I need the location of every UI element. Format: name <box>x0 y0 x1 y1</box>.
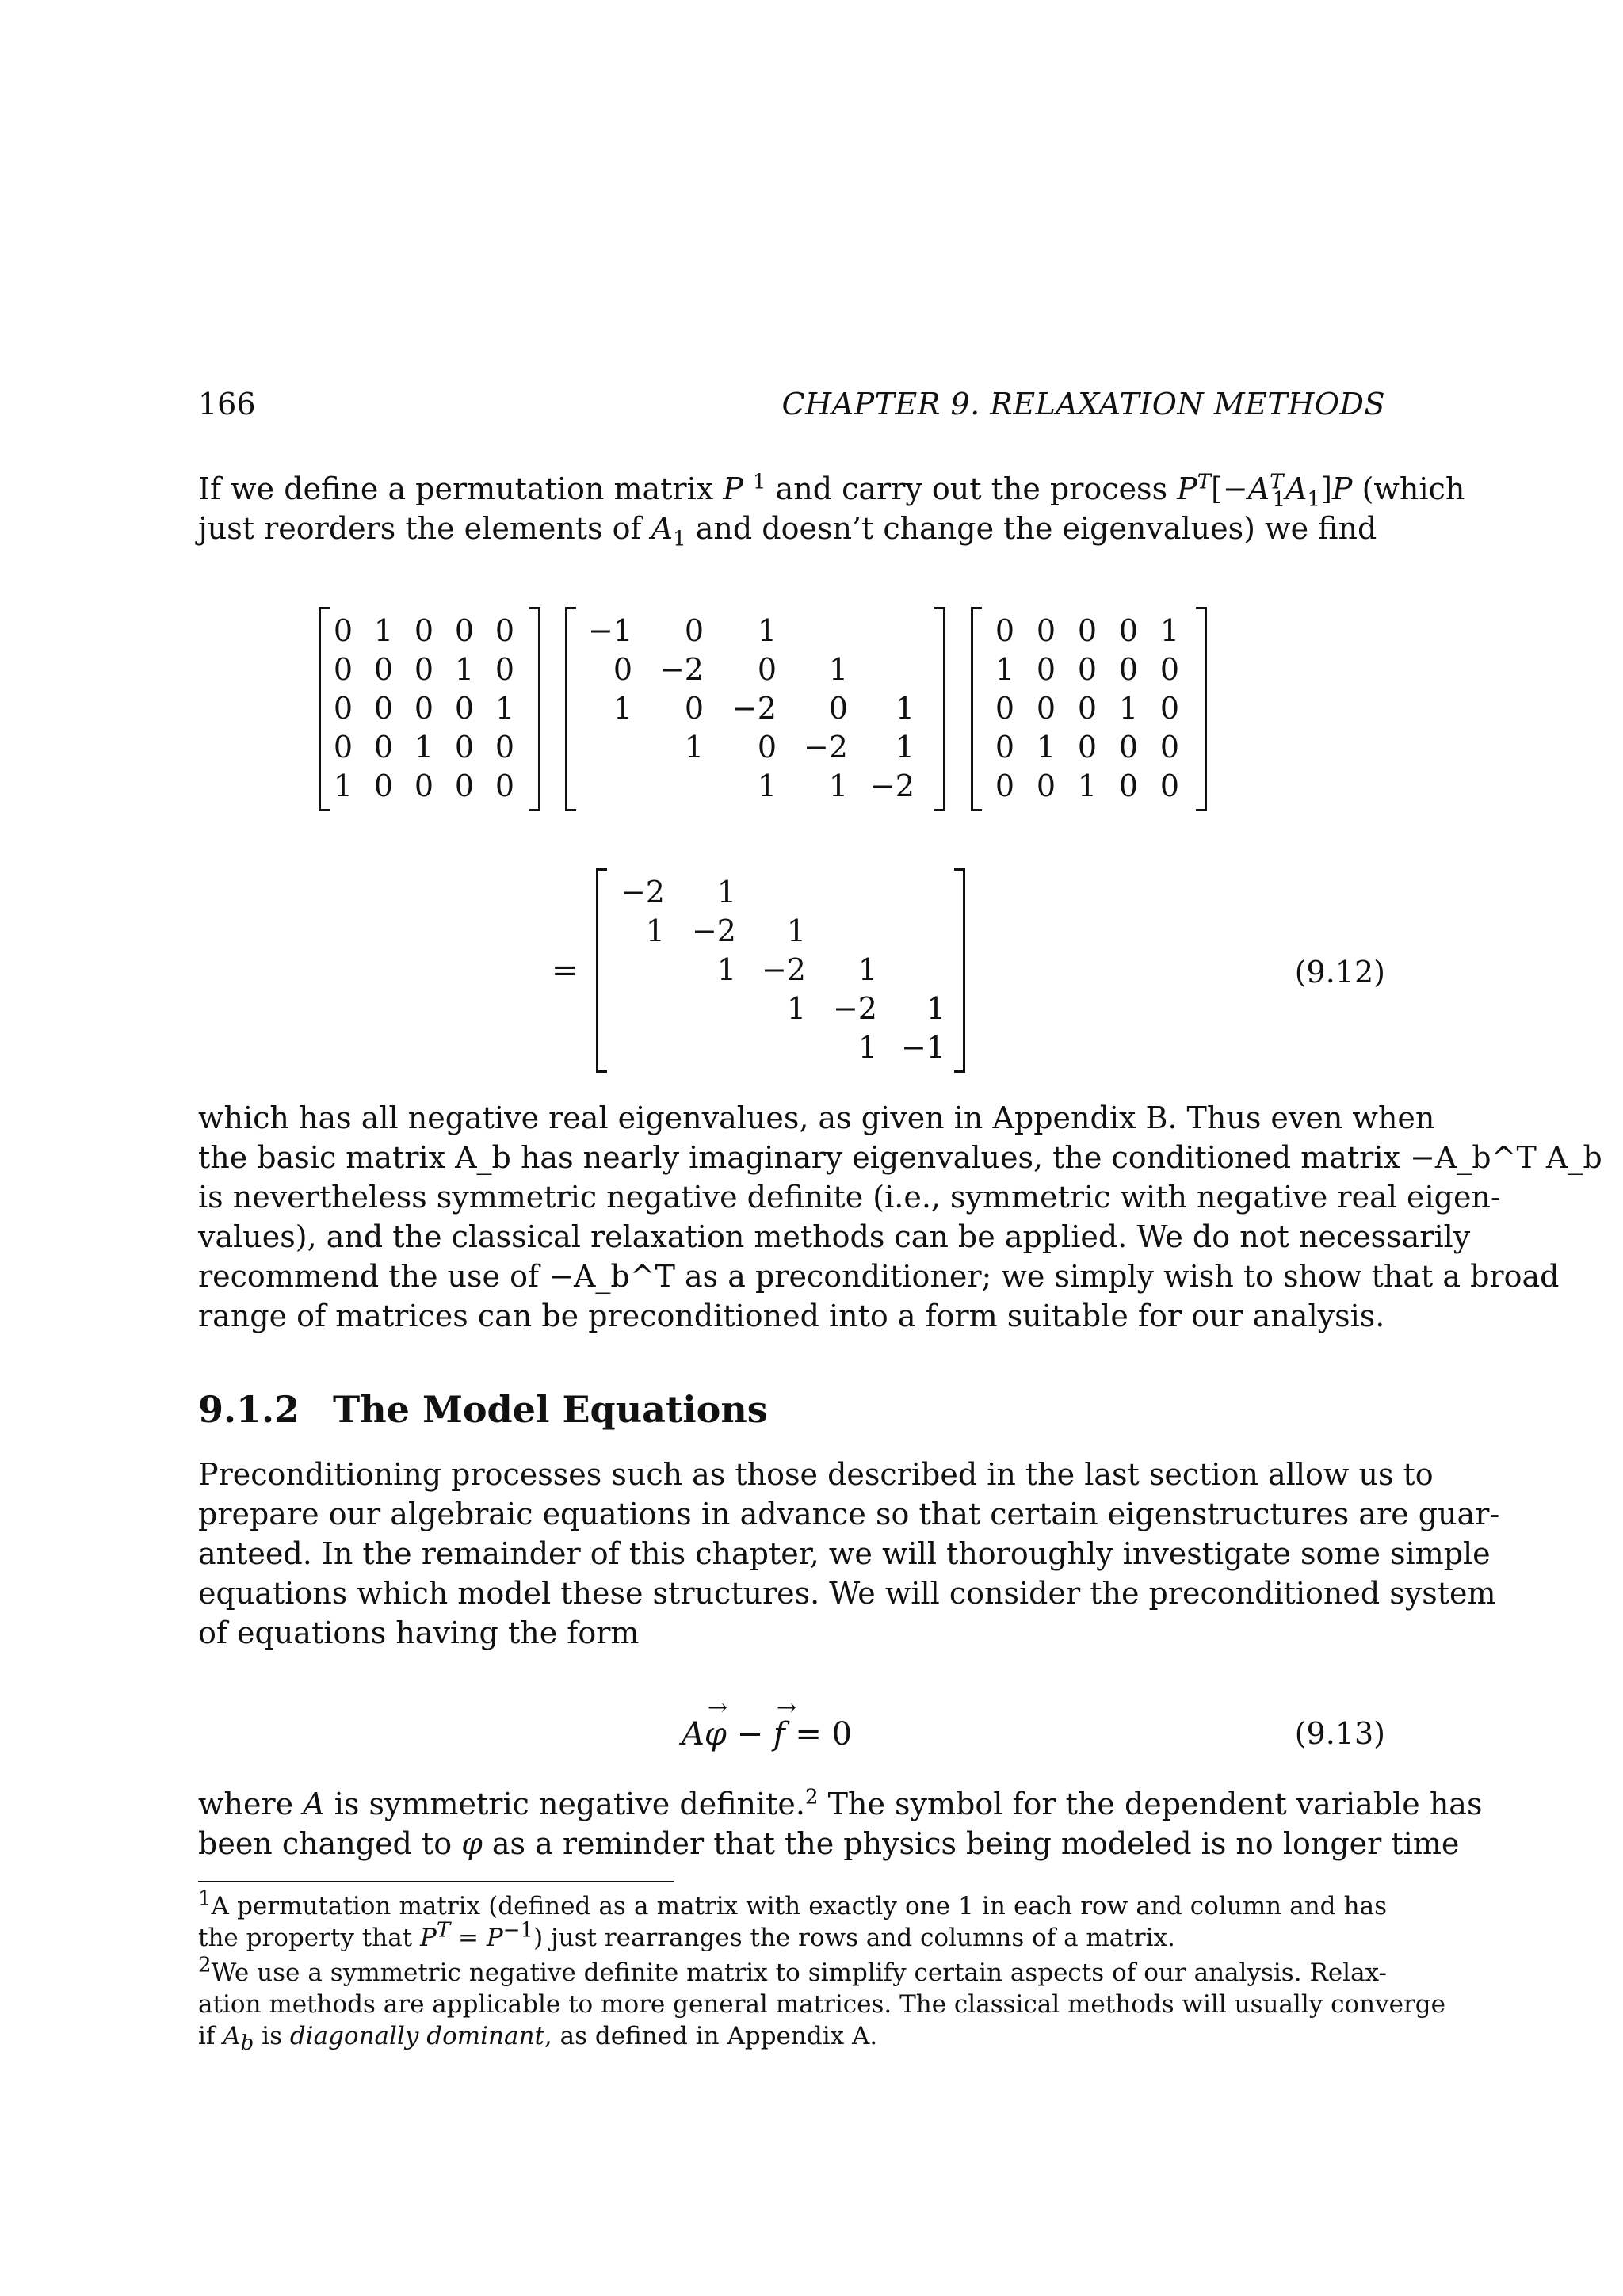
matrix-entry: 1 <box>1036 730 1056 765</box>
matrix-entry: 1 <box>995 652 1014 687</box>
matrix-entry: 0 <box>414 769 433 803</box>
para2-line: recommend the use of −A_b^T as a preconditioner; we simply wish to show that a broad <box>198 1259 1560 1294</box>
matrix-entry: 1 <box>1159 613 1179 648</box>
equation-number-9-12: (9.12) <box>1294 955 1385 990</box>
matrix-entry: 0 <box>828 691 848 726</box>
equation-9-13: A→ φ − → f = 0 <box>682 1716 852 1753</box>
matrix-entry: −2 <box>832 991 877 1026</box>
intro-line-1: If we define a permutation matrix P $^1$ and carry out the process $P^T[-A^T_1A_1]P$ (which <box>198 470 1465 512</box>
equals-sign: = <box>552 952 579 989</box>
matrix-entry: −2 <box>620 875 665 910</box>
matrix-entry <box>877 912 945 951</box>
section-heading <box>198 1388 768 1431</box>
matrix-entry <box>598 951 665 990</box>
matrix-entry: 0 <box>495 613 514 648</box>
matrix-entry: 0 <box>495 730 514 765</box>
matrix-entry: 0 <box>684 691 704 726</box>
matrix-entry: 0 <box>1036 769 1056 803</box>
matrix-result <box>596 870 965 1071</box>
matrix-entry: 0 <box>995 613 1014 648</box>
matrix-p <box>971 608 1207 810</box>
matrix-entry: 0 <box>454 613 474 648</box>
matrix-entry: 1 <box>716 952 736 987</box>
matrix-entry: 0 <box>1036 613 1056 648</box>
matrix-entry: 1 <box>716 875 736 910</box>
matrix-entry: 1 <box>786 991 806 1026</box>
matrix-entry <box>665 1028 736 1067</box>
matrix-entry: 1 <box>613 691 632 726</box>
matrix-entry: 0 <box>995 691 1014 726</box>
para2-line: the basic matrix A_b has nearly imaginary eigenvalues, the conditioned matrix −A_b^T A_b <box>198 1140 1602 1175</box>
para3-line: prepare our algebraic equations in advance so that certain eigenstructures are guar- <box>198 1497 1500 1531</box>
matrix-entry: 1 <box>1118 691 1138 726</box>
footnote-1: $^1$A permutation matrix (defined as a matrix with exactly one 1 in each row and column and has the property that $P^T = P^{-1}$) just rearranges the rows and columns of a matrix. <box>198 1886 1387 1952</box>
para3-line: of equations having the form <box>198 1615 640 1650</box>
matrix-entry: −2 <box>691 913 736 948</box>
matrix-entry: 0 <box>1036 652 1056 687</box>
matrix-entry: 0 <box>1159 691 1179 726</box>
para2-line: which has all negative real eigenvalues, as given in Appendix B. Thus even when <box>198 1100 1435 1135</box>
matrix-entry: 1 <box>857 952 877 987</box>
matrix-entry: 1 <box>645 913 665 948</box>
matrix-entry: 0 <box>995 769 1014 803</box>
matrix-entry: 0 <box>333 652 353 687</box>
matrix-entry: 0 <box>1077 652 1097 687</box>
footnote-rule <box>198 1881 674 1882</box>
footnote-2: $^2$We use a symmetric negative definite matrix to simplify certain aspects of our analysis. Relax- ation methods are applicable to more general matrices. The classical methods will usually converge if $A_b$ is diagonally dominant, as defined in Appendix A. <box>198 1953 1445 2056</box>
matrix-entry: 1 <box>495 691 514 726</box>
matrix-entry <box>848 612 915 650</box>
matrix-entry: 0 <box>495 769 514 803</box>
matrix-entry: 0 <box>333 691 353 726</box>
matrix-entry: 0 <box>414 691 433 726</box>
para4-line-2: been changed to φ as a reminder that the physics being modeled is no longer time <box>198 1826 1460 1861</box>
matrix-entry: 1 <box>857 1030 877 1065</box>
matrix-entry <box>736 1028 806 1067</box>
matrix-entry: −2 <box>761 952 806 987</box>
para4-line-1: where A is symmetric negative definite.$^2$ The symbol for the dependent variable has <box>198 1785 1483 1821</box>
paragraph-where <box>198 1784 1483 1863</box>
matrix-entry <box>848 650 915 689</box>
matrix-entry: 1 <box>895 691 915 726</box>
matrix-entry <box>736 873 806 912</box>
matrix-entry <box>567 728 632 767</box>
chapter-header: CHAPTER 9. RELAXATION METHODS <box>781 387 1385 421</box>
matrix-a1 <box>565 608 945 810</box>
matrix-entry: 0 <box>454 769 474 803</box>
matrix-entry: −2 <box>869 769 915 803</box>
matrix-entry <box>877 873 945 912</box>
matrix-entry: 0 <box>1118 652 1138 687</box>
matrix-entry: −2 <box>803 730 848 765</box>
matrix-entry: −2 <box>659 652 704 687</box>
matrix-entry: −1 <box>900 1030 945 1065</box>
matrix-entry: 1 <box>454 652 474 687</box>
matrix-entry <box>877 951 945 990</box>
matrix-entry: 1 <box>828 769 848 803</box>
para2-line: values), and the classical relaxation methods can be applied. We do not necessarily <box>198 1219 1471 1254</box>
matrix-entry: 0 <box>1077 691 1097 726</box>
matrix-entry: −1 <box>587 613 632 648</box>
matrix-entry: 0 <box>414 652 433 687</box>
matrix-entry: 1 <box>757 613 777 648</box>
intro-paragraph <box>198 469 1465 551</box>
matrix-entry: 0 <box>995 730 1014 765</box>
matrix-entry <box>806 912 877 951</box>
section-title: The Model Equations <box>333 1388 768 1431</box>
matrix-entry <box>567 767 632 806</box>
matrix-entry: 0 <box>1118 730 1138 765</box>
matrix-entry: 0 <box>454 691 474 726</box>
matrix-entry: 0 <box>1159 652 1179 687</box>
matrix-entry: 0 <box>1077 730 1097 765</box>
matrix-entry: 1 <box>786 913 806 948</box>
matrix-entry: 0 <box>1159 769 1179 803</box>
matrix-entry: 1 <box>828 652 848 687</box>
matrix-entry: 0 <box>454 730 474 765</box>
matrix-entry: 1 <box>333 769 353 803</box>
matrix-entry: 0 <box>757 652 777 687</box>
para2-line: is nevertheless symmetric negative definite (i.e., symmetric with negative real eigen- <box>198 1180 1501 1215</box>
para3-line: equations which model these structures. We will consider the preconditioned system <box>198 1576 1496 1611</box>
matrix-entry: 0 <box>373 691 393 726</box>
matrix-entry: 1 <box>684 730 704 765</box>
matrix-entry: 0 <box>373 769 393 803</box>
matrix-entry: 0 <box>373 730 393 765</box>
matrix-entry: 1 <box>373 613 393 648</box>
intro-line-2: just reorders the elements of $A_1$ and doesn’t change the eigenvalues) we find <box>198 511 1377 551</box>
matrix-entry <box>806 873 877 912</box>
matrix-entry <box>598 1028 665 1067</box>
matrix-entry: 0 <box>1118 769 1138 803</box>
matrix-entry: 1 <box>414 730 433 765</box>
matrix-entry: 0 <box>1118 613 1138 648</box>
matrix-entry: 1 <box>895 730 915 765</box>
matrix-entry: 0 <box>333 730 353 765</box>
matrix-entry: 0 <box>613 652 632 687</box>
section-number: 9.1.2 <box>198 1388 300 1431</box>
matrix-p-transpose <box>319 608 540 810</box>
equation-number-9-13: (9.13) <box>1294 1716 1385 1751</box>
matrix-entry: 0 <box>1159 730 1179 765</box>
matrix-entry: 0 <box>333 613 353 648</box>
page-number: 166 <box>198 387 256 421</box>
para2-line: range of matrices can be preconditioned into a form suitable for our analysis. <box>198 1299 1385 1333</box>
matrix-entry <box>632 767 704 806</box>
para3-line: Preconditioning processes such as those described in the last section allow us to <box>198 1457 1434 1492</box>
paragraph-model-equations <box>198 1455 1500 1653</box>
matrix-entry: 1 <box>926 991 945 1026</box>
matrix-entry: 0 <box>414 613 433 648</box>
matrix-entry: 0 <box>757 730 777 765</box>
matrix-entry: 0 <box>373 652 393 687</box>
matrix-entry <box>598 990 665 1028</box>
matrix-entry: 1 <box>1077 769 1097 803</box>
matrix-entry: 0 <box>684 613 704 648</box>
matrix-entry <box>665 990 736 1028</box>
matrix-entry <box>777 612 848 650</box>
matrix-entry: 0 <box>1036 691 1056 726</box>
paragraph-eigenvalues <box>198 1098 1602 1336</box>
matrix-entry: 1 <box>757 769 777 803</box>
matrix-entry: 0 <box>495 652 514 687</box>
para3-line: anteed. In the remainder of this chapter, we will thoroughly investigate some simple <box>198 1536 1491 1571</box>
matrix-entry: 0 <box>1077 613 1097 648</box>
matrix-entry: −2 <box>731 691 777 726</box>
